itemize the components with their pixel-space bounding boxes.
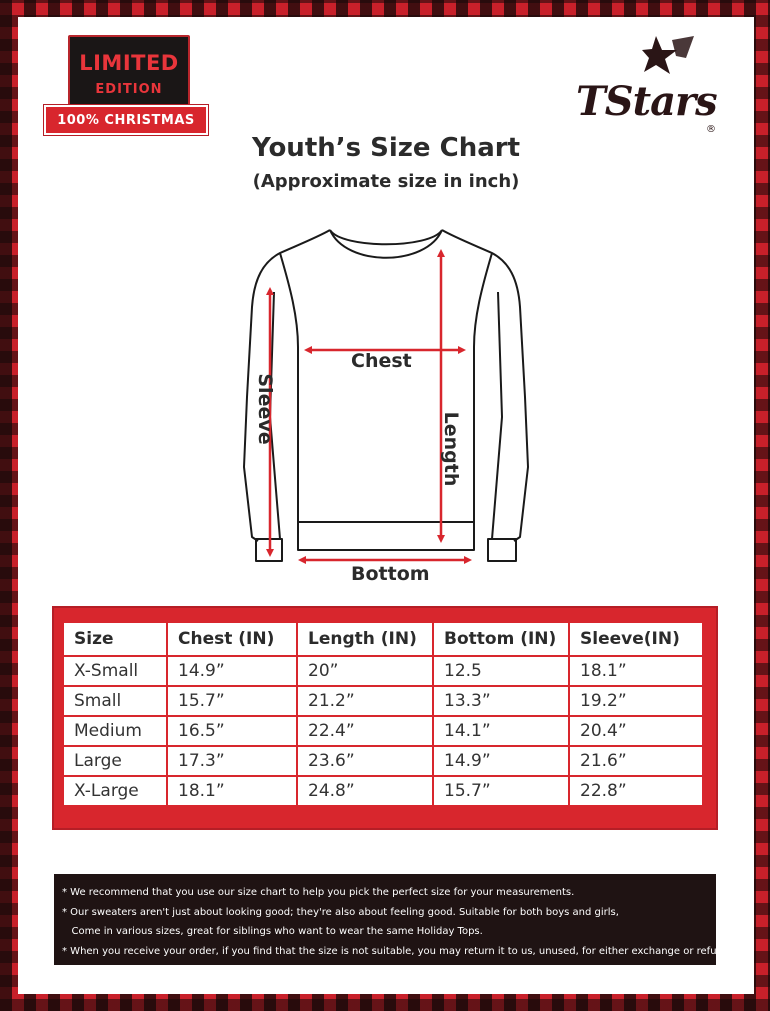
badge-edition-text: EDITION: [95, 82, 163, 97]
cell-sleeve: 21.6”: [569, 746, 702, 776]
table-row: [64, 716, 702, 746]
badge-limited-text: LIMITED: [79, 51, 179, 75]
registered-mark: ®: [706, 124, 716, 135]
header-sleeve: Sleeve(IN): [569, 623, 702, 656]
table-row: [64, 656, 702, 686]
table-row: [64, 686, 702, 716]
cell-sleeve: 19.2”: [569, 686, 702, 716]
header-size: Size: [64, 623, 167, 656]
cell-chest: 14.9”: [167, 656, 297, 686]
cell-length: 21.2”: [297, 686, 433, 716]
cell-size: Large: [64, 746, 167, 776]
cell-chest: 17.3”: [167, 746, 297, 776]
badge-christmas-text: 100% CHRISTMAS: [57, 113, 195, 128]
note-line: * Our sweaters aren't just about looking good; they're also about feeling good. Suitable for both boys and girls,: [62, 906, 619, 918]
note-line: * When you receive your order, if you find that the size is not suitable, you may return it to us, unused, for either exchange or refund.: [62, 945, 733, 957]
cell-chest: 16.5”: [167, 716, 297, 746]
cell-chest: 18.1”: [167, 776, 297, 805]
logo-wordmark: TStars: [576, 78, 717, 125]
chest-label: Chest: [351, 350, 412, 372]
cell-bottom: 14.1”: [433, 716, 569, 746]
note-line: * We recommend that you use our size chart to help you pick the perfect size for your measurements.: [62, 887, 575, 898]
size-table: [64, 623, 702, 805]
measurement-arrows: [270, 253, 468, 560]
cell-size: Medium: [64, 716, 167, 746]
cell-sleeve: 18.1”: [569, 656, 702, 686]
length-label: Length: [440, 411, 462, 487]
cell-sleeve: 20.4”: [569, 716, 702, 746]
cell-bottom: 12.5: [433, 656, 569, 686]
cell-bottom: 14.9”: [433, 746, 569, 776]
cell-sleeve: 22.8”: [580, 781, 627, 801]
cell-size: X-Large: [64, 776, 167, 805]
bottom-label: Bottom: [351, 563, 430, 585]
sweater-diagram: [18, 17, 754, 597]
page-title: Youth’s Size Chart: [252, 133, 520, 163]
notes-panel: [54, 874, 733, 965]
cell-length: 23.6”: [297, 746, 433, 776]
page-subtitle: (Approximate size in inch): [252, 171, 520, 192]
table-header-row: [64, 623, 702, 656]
header-bottom: Bottom (IN): [433, 623, 569, 656]
cell-size: Small: [64, 686, 167, 716]
cell-length: 24.8”: [297, 776, 433, 805]
table-row: [64, 746, 702, 776]
sweater-outline: [244, 230, 528, 561]
table-row: [64, 776, 702, 805]
header-chest: Chest (IN): [167, 623, 297, 656]
note-line: Come in various sizes, great for siblings who want to wear the same Holiday Tops.: [62, 926, 483, 937]
cell-size: X-Small: [64, 656, 167, 686]
cell-length: 20”: [297, 656, 433, 686]
cell-bottom: 15.7”: [433, 776, 569, 805]
header-length: Length (IN): [297, 623, 433, 656]
cell-chest: 15.7”: [167, 686, 297, 716]
sleeve-label: Sleeve: [254, 373, 276, 445]
size-table-frame: [54, 608, 716, 828]
size-chart-card: [18, 17, 754, 994]
cell-bottom: 13.3”: [433, 686, 569, 716]
cell-length: 22.4”: [297, 716, 433, 746]
